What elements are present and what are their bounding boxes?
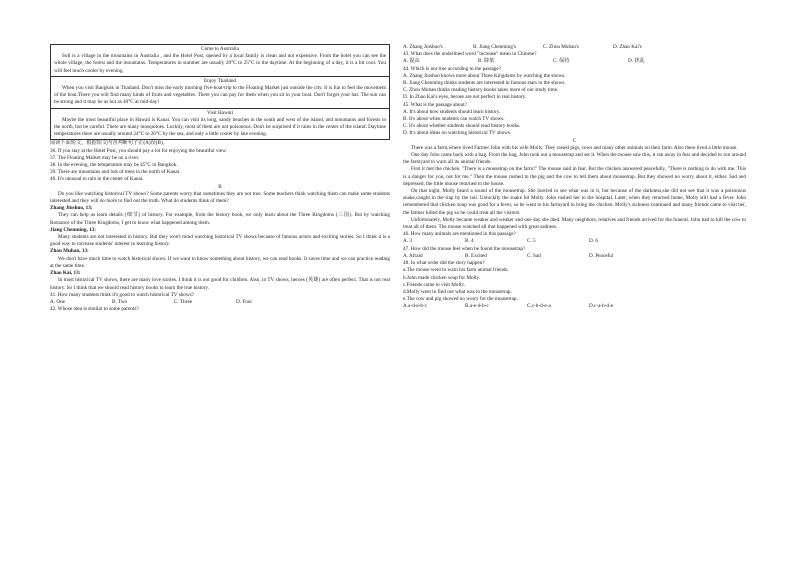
option[interactable]: C. Zhou Muhan's (543, 44, 579, 50)
option[interactable]: B. Excited (465, 252, 487, 259)
passage-b-intro: Do you like watching historical TV shows? Some parents worry that sometimes they are not true. Some teachers think watching them can make some students interested and they will do more to find out the truth. What do students think of them? (50, 190, 390, 205)
option[interactable]: B.a-e-d-b-c (465, 303, 489, 310)
person-text: We don't have much time to watch historical shows. If we want to know something about history, we can read books. It saves time and we can practice reading at the same time. (50, 255, 390, 269)
option[interactable]: C. 保持 (553, 58, 570, 65)
option[interactable]: A. 提高 (403, 58, 420, 65)
option[interactable]: C. Zhou Muhan thinks reading history books takes more of our study time. (403, 87, 559, 94)
option[interactable]: C. Three (174, 298, 193, 305)
option[interactable]: B. Jiang Chenming's (473, 44, 516, 50)
option[interactable]: A. Zhang Jinshuo's (403, 44, 443, 50)
option[interactable]: C. 5 (527, 238, 536, 245)
option[interactable]: B. Two (112, 298, 128, 305)
section-b-label: B (218, 183, 222, 190)
order-item: b.John made chicken soup for Molly. (403, 274, 481, 281)
ad-australia (51, 45, 389, 77)
person-name: Zhou Muhan, 13: (50, 248, 89, 255)
person-text: They can help us learn details (细节) of history. For example, from the history book, we only learn about the Three Kingdoms (三国). But by watching Romance of the Three Kingdoms, I get to know what happened among them. (50, 212, 390, 226)
option[interactable]: A. 3 (403, 238, 412, 245)
question-46-options (403, 238, 746, 245)
question-40: 40. It's unusual to rain in the center of Kauai. (50, 176, 144, 183)
option[interactable]: B. 4 (465, 238, 474, 245)
option[interactable]: A. Zhang Jinshuo knows more about Three Kingdoms by watching the shows. (403, 72, 566, 79)
option[interactable]: A. Afraid (403, 252, 423, 259)
passage-c-paragraph: One day John came back with a bag. From the bag, John took out a mousetrap and set it. When the mouse saw this, it ran away in fear and decided to run around the farmyard to warn all its animal friends. (403, 152, 746, 166)
left-column (50, 44, 390, 313)
question-44: 44. Which is not true according to the passage? (403, 65, 502, 72)
order-item: d.Molly went to find out what was in the mousetrap. (403, 288, 512, 295)
instruction: 阅读下面短文，根据短文内容判断句子正(A)误(B)。 (50, 140, 168, 147)
person-text: In most historical TV shows, there are many love stories. I think it is not good for children. Also, in TV shows, heroes (英雄) are often perfect. That is not real history. So I think that we should read history books to learn the true history. (50, 277, 390, 291)
option[interactable]: C. It's about whether students should read history books. (403, 123, 521, 130)
question-42-options (403, 44, 746, 51)
option[interactable]: C.c-b-d-e-a (527, 303, 551, 310)
passage-c-paragraph: There was a farm,where lived Farmer John with his wife Molly. They raised pigs, cows and many other animals on their farm. Also there lived a little mouse. (411, 144, 738, 151)
question-41-options (50, 299, 390, 306)
person-name: Jiang Chenming, 13: (50, 226, 96, 233)
ad-title: Enjoy Thailand (203, 77, 237, 84)
ad-text: Maybe the most beautiful place in Hawaii is Kauai. You can visit its long, sandy beaches in the south and west of the island, and mountains and forests in the north, but be careful. There are many mosquitoes. Luckily, most of them are not poisonous. Don't be surprised if it rains in the center of the island. Daytime temperatures there are usually around 24°C to 26°C by the sea, and only a little cooler by late evening. (54, 116, 386, 138)
option[interactable]: D.c-a-b-d-e (589, 303, 614, 310)
passage-c-paragraph: On that night, Molly heard a sound of the mousetrap. She hurried to see what was in it, but because of the darkness,she did not see that it was a poisonous snake,caught in the trap by the tail. Unluckily the snake bit Molly. John rushed her to the hospital. Later, when they returned home, Molly still had a fever. John remembered that chicken soup was good for a fever, so he went to his farmyard to bring the chicken. Molly's sickness continued and many friends came to visit her, the farmer killed the pig so he could treat all the visitors. (403, 188, 746, 216)
option[interactable]: D. 扰乱 (628, 58, 645, 65)
passage-a-box (50, 44, 390, 140)
option[interactable]: B. 降低 (478, 58, 495, 65)
question-46: 46. How many animals are mentioned in this passage? (403, 231, 516, 238)
question-39: 39. There are mountains and lots of trees in the north of Kauai. (50, 169, 181, 176)
question-43-options (403, 58, 746, 65)
question-41: 41. How many students think it's good to watch historical TV shows? (50, 291, 194, 298)
ad-text: Soll is a village in the mountains in Australia , and the Hotel Post, opened by a local family is clean and not expensive. From the hotel you can see the whole village, the forest and the mountains. Temperatures in summer are usually 20°C to 25°C in the daytime. At the beginning of a day, it is a bit cool. You will feel much cooler by evening. (54, 53, 386, 74)
option[interactable]: A.a-d-e-b-c (403, 303, 428, 310)
question-38: 38. In the evening, the temperature may be 45°C in Bangkok. (50, 162, 178, 169)
question-48: 48. In what order did the story happen? (403, 260, 485, 267)
option[interactable]: A. It's about how students should learn history. (403, 108, 501, 115)
ad-thailand (51, 77, 389, 109)
order-item: e.The cow and pig showed no worry for the mousetrap. (403, 296, 518, 303)
question-48-options (403, 303, 746, 310)
option[interactable]: D. In Zhao Kai's eyes, heroes are not perfect in real history. (403, 94, 527, 101)
option[interactable]: B. It's about when students can watch TV shows. (403, 116, 505, 123)
person-name: Zhang Jinshuo, 13: (50, 205, 93, 212)
option[interactable]: D. Four (236, 298, 253, 305)
section-c-label: C (572, 137, 577, 144)
option[interactable]: C. Sad (527, 252, 541, 259)
option[interactable]: D. Zhao Kai's (613, 44, 642, 50)
passage-c-paragraph: Unfortunately, Molly became weaker and weaker and one day she died. Many neighbors, relatives and friends arrived for the funeral. John had to kill the cow to treat all of them. The mouse watched all that happened with great sadness. (403, 216, 746, 231)
option[interactable]: D. Peaceful (589, 252, 614, 259)
question-36: 36. If you stay at the Hotel Post, you should pay a lot for enjoying the beautiful view. (50, 147, 227, 154)
option[interactable]: B. Jiang Chenming thinks students are interested in famous stars in the shows. (403, 80, 566, 87)
question-37: 37. The Floating Market may be on a river. (50, 154, 140, 161)
person-name: Zhao Kai, 13: (50, 270, 81, 277)
ad-title: Come to Australia (201, 46, 239, 52)
question-45: 45. What is the passage about? (403, 101, 467, 108)
question-47-options (403, 253, 746, 260)
ad-text: When you visit Bangkok in Thailand. Don't miss the early morning five-boat-trip to the Floating Market just outside the city. It is fun to feel the movement of the boat.There you will find many kinds of fruits and vegetables. There you can pay for them when you sit in your boat. Don't forget your hat. The sun can be strong and it may be as hot as 40°C at mid-day! (54, 85, 386, 106)
right-column (403, 44, 746, 311)
order-item: a.The mouse went to warn his farm animal friends. (403, 267, 509, 274)
person-text: Many students are not interested in history. But they won't mind watching historical TV shows because of famous actors and exciting stories. So I think it is a good way to increase students' interest in learning history. (50, 234, 390, 248)
question-43: 43. What does the underlined word "increase" mean in Chinese? (403, 51, 537, 58)
order-item: c.Friends came to visit Molly. (403, 281, 465, 288)
option[interactable]: D. 6 (589, 238, 598, 245)
question-42: 42. Whose idea is similar to some parents? (50, 306, 139, 313)
ad-hawaii (51, 109, 389, 140)
passage-c-paragraph: First it met the chicken. "There is a mousetrap on the farm!" The mouse said in fear. But the chicken answered peacefully, "There is nothing to do with me. This is a danger for you, not for me." Then the mouse rushed to the pig and the cow to tell them about mousetrap. But they showed no worry about it, either. Sad and depressed, the little mouse returned to the house. (403, 166, 746, 187)
option[interactable]: A. One (50, 298, 65, 305)
ad-title: Visit Hawaii (206, 109, 234, 116)
option[interactable]: D. It's about ideas on watching historical TV shows. (403, 130, 512, 137)
question-47: 47. How did the mouse feel when he found the mousetrap? (403, 245, 526, 252)
